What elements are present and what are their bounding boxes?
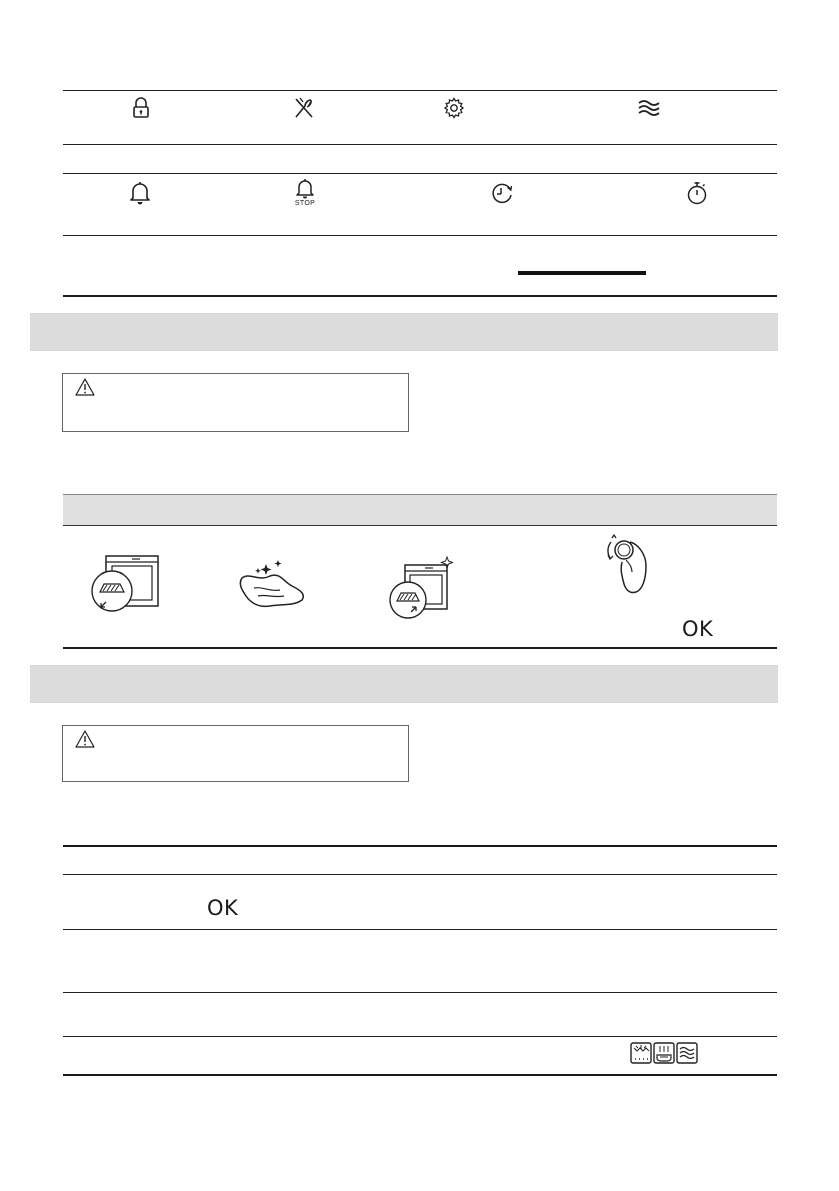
warning-triangle-icon xyxy=(75,730,95,748)
display-underscore-bar xyxy=(518,271,646,275)
bell-stop-label: STOP xyxy=(294,200,316,207)
hand-turn-knob-icon xyxy=(602,530,652,596)
oven-insert-shelf-icon xyxy=(389,555,453,621)
ok-label: OK xyxy=(207,896,239,920)
grill-function-icon xyxy=(630,1042,652,1064)
table-bottom-rule xyxy=(63,647,777,649)
steam-tray-function-icon xyxy=(653,1042,675,1064)
oven-remove-shelf-icon xyxy=(90,548,164,614)
table-rule xyxy=(63,874,777,875)
table-rule xyxy=(63,144,777,145)
warning-box xyxy=(62,373,409,432)
settings-gear-icon xyxy=(443,97,465,119)
padlock-icon xyxy=(132,97,150,119)
steam-waves-function-icon xyxy=(676,1042,698,1064)
clock-timer-icon xyxy=(490,182,514,206)
table-rule xyxy=(63,992,777,993)
section-heading-band xyxy=(30,665,778,703)
ok-confirm-label: OK xyxy=(682,617,714,641)
table-rule xyxy=(63,929,777,930)
warning-box xyxy=(62,725,409,782)
table-top-rule xyxy=(63,845,777,847)
bell-stop-icon xyxy=(292,178,318,207)
table-bottom-rule xyxy=(63,1074,777,1076)
cleaning-cloth-icon xyxy=(236,558,310,610)
bell-icon xyxy=(129,180,151,206)
table-header-band xyxy=(63,494,777,526)
table-bottom-rule xyxy=(63,295,777,297)
table-rule xyxy=(63,173,777,174)
table-rule xyxy=(63,235,777,236)
cutlery-icon xyxy=(293,97,315,119)
table-rule xyxy=(63,1036,777,1037)
section-heading-band xyxy=(30,313,778,351)
stopwatch-icon xyxy=(686,180,708,206)
steam-waves-icon xyxy=(638,99,660,117)
warning-triangle-icon xyxy=(75,378,95,396)
table-top-rule xyxy=(63,90,777,91)
